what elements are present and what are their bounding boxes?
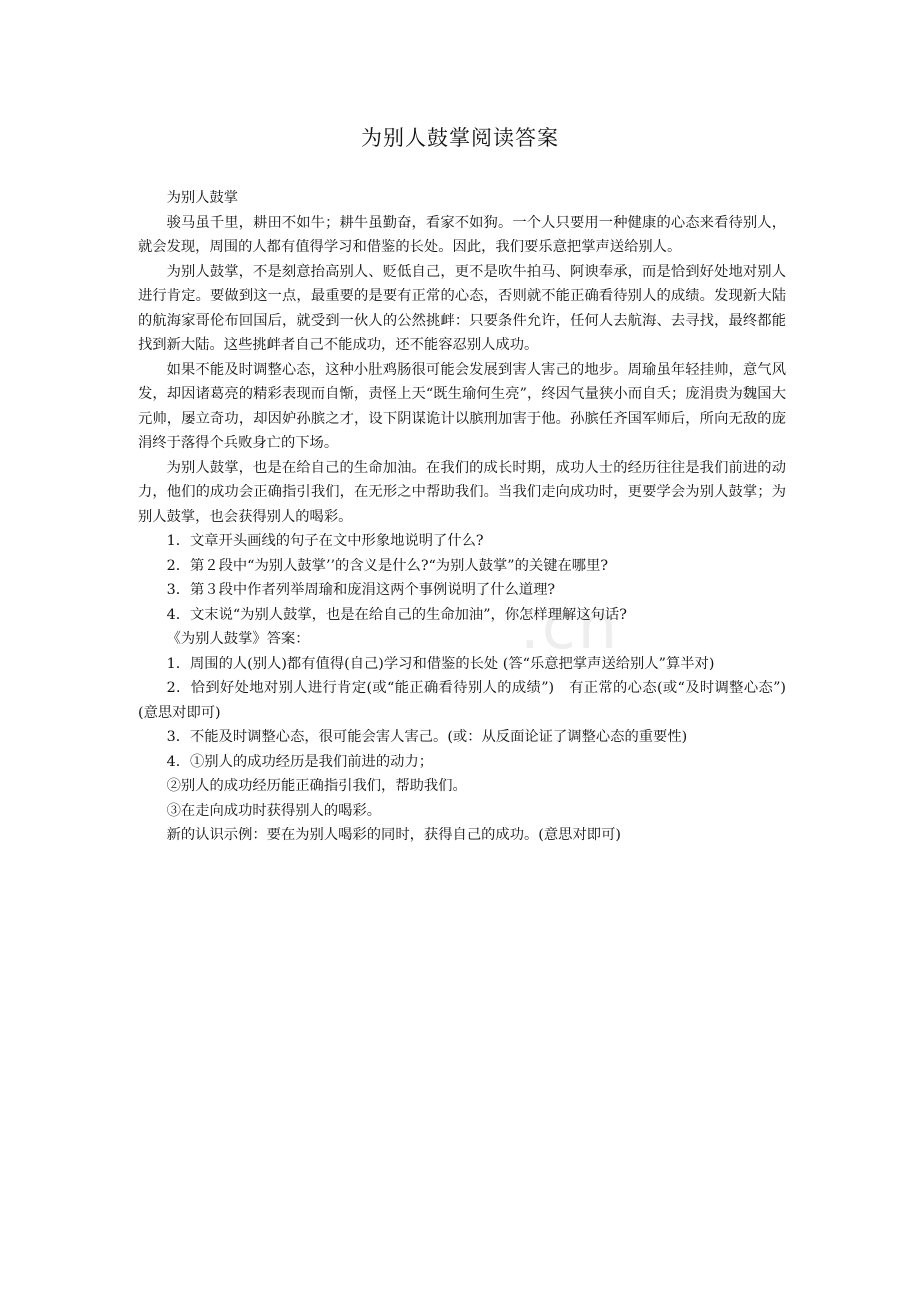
answer-4-point-1: 4．①别人的成功经历是我们前进的动力；: [166, 753, 434, 770]
paragraph-2: 为别人鼓掌，不是刻意抬高别人、贬低自己，更不是吹牛拍马、阿谀奉承，而是恰到好处地对别人进行肯定。要做到这一点，最重要的是要有正常的心态，否则就不能正确看待别人的成绩。发现新大陆的航海家哥伦布回国后，就受到一伙人的公然挑衅：只要条件允许，任何人去航海、去寻找，最终都能找到新大陆。这些挑衅者自己不能成功，还不能容忍别人成功。: [138, 263, 786, 353]
page-title: 为别人鼓掌阅读答案: [361, 126, 559, 150]
paragraph-1: 骏马虽千里，耕田不如牛；耕牛虽勤奋，看家不如狗。一个人只要用一种健康的心态来看待别人，就会发现，周围的人都有值得学习和借鉴的长处。因此，我们要乐意把掌声送给别人。: [138, 214, 786, 255]
article-heading: 为别人鼓掌: [166, 190, 239, 206]
answer-3: 3．不能及时调整心态，很可能会害人害己。(或：从反面论证了调整心态的重要性): [166, 729, 688, 745]
question-4: 4．文末说“为别人鼓掌，也是在给自己的生命加油”，你怎样理解这句话?: [166, 606, 627, 623]
answer-4-point-2: ②别人的成功经历能正确指引我们，帮助我们。: [166, 778, 467, 794]
question-2: 2．第２段中“为别人鼓掌’’的含义是什么?“为别人鼓掌”的关键在哪里?: [166, 557, 609, 574]
answer-2: 2．恰到好处地对别人进行肯定(或“能正确看待别人的成绩”) 有正常的心态(或“及时调整心态”) (意思对即可): [138, 680, 786, 721]
question-1: 1．文章开头画线的句子在文中形象地说明了什么?: [166, 533, 484, 549]
paragraph-4: 为别人鼓掌，也是在给自己的生命加油。在我们的成长时期，成功人士的经历往往是我们前进的动力，他们的成功会正确指引我们，在无形之中帮助我们。当我们走向成功时，更要学会为别人鼓掌；为别人鼓掌，也会获得别人的喝彩。: [138, 459, 786, 525]
document-body: [138, 186, 786, 848]
answer-4-example: 新的认识示例：要在为别人喝彩的同时，获得自己的成功。(意思对即可): [166, 827, 621, 843]
paragraph-3: 如果不能及时调整心态，这种小肚鸡肠很可能会发展到害人害己的地步。周瑜虽年轻挂帅，意气风发，却因诸葛亮的精彩表现而自惭，责怪上天“既生瑜何生亮”，终因气量狭小而自夭；庞涓贵为魏国大元帅，屡立奇功，却因妒孙膑之才，设下阴谋诡计以膑刑加害于他。孙膑任齐国军师后，所向无敌的庞涓终于落得个兵败身亡的下场。: [138, 361, 786, 451]
question-3: 3．第３段中作者列举周瑜和庞涓这两个事例说明了什么道理?: [166, 582, 556, 598]
answer-1: 1．周围的人(别人)都有值得(自己)学习和借鉴的长处 (答“乐意把掌声送给别人”算半对): [166, 655, 715, 672]
answer-4-point-3: ③在走向成功时获得别人的喝彩。: [166, 802, 382, 819]
watermark: .cn: [520, 590, 620, 663]
answers-heading: 《为别人鼓掌》答案：: [166, 631, 310, 647]
